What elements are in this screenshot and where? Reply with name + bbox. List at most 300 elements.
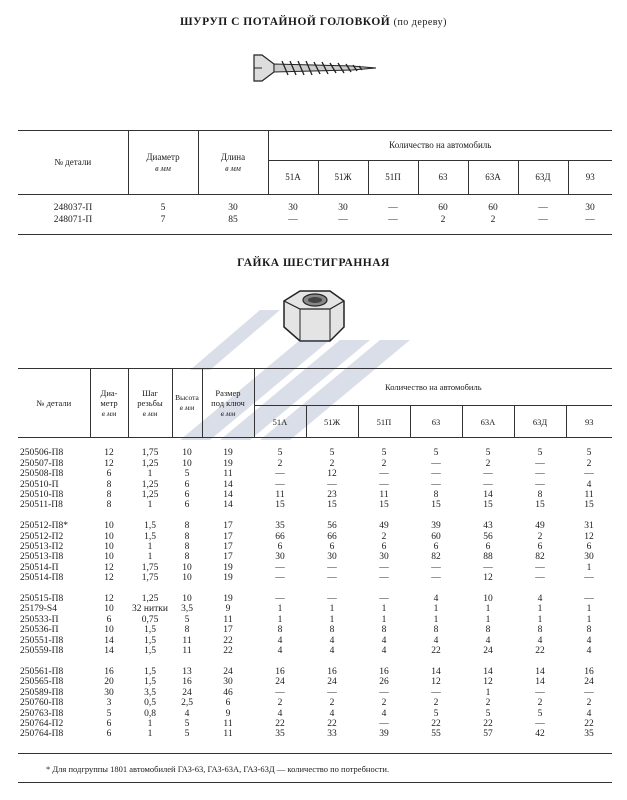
cell: 12 [327, 469, 337, 480]
countersunk-screw-icon [252, 52, 382, 84]
cell: 2 [277, 698, 283, 709]
cell: 57 [483, 729, 493, 740]
header-height: Высота в мм [172, 369, 202, 438]
cell: 6 [184, 490, 190, 501]
cell: — [431, 469, 441, 480]
cell: — [327, 594, 337, 605]
cell: 17 [223, 531, 233, 542]
cell: — [535, 562, 545, 573]
cell: 66 [275, 531, 285, 542]
cell: 10 [104, 604, 114, 615]
cell: — [538, 203, 548, 213]
cell: 12 [104, 458, 114, 469]
cell: 15 [535, 500, 545, 511]
cell: — [584, 573, 594, 584]
header-model-1: 51Ж [306, 406, 358, 438]
cell: 11 [223, 718, 233, 729]
table-row [18, 636, 612, 646]
cell: — [535, 687, 545, 698]
cell: — [388, 203, 398, 213]
cell: — [431, 458, 441, 469]
cell: 6 [485, 542, 491, 553]
cell: 30 [223, 677, 233, 688]
cell: 12 [104, 448, 114, 459]
header-model-2: 51П [368, 161, 418, 195]
table-row [18, 459, 612, 469]
cell: 5 [329, 448, 335, 459]
cell: 1 [277, 614, 283, 625]
cell: 14 [535, 666, 545, 677]
cell: 10 [104, 542, 114, 553]
hex-nut-icon [278, 287, 350, 347]
cell: 1 [433, 604, 439, 615]
cell: — [483, 562, 493, 573]
cell: 22 [223, 646, 233, 657]
cell: 17 [223, 625, 233, 636]
cell: 2 [329, 698, 335, 709]
table-row [18, 469, 612, 479]
cell: 16 [104, 666, 114, 677]
cell: 4 [184, 708, 190, 719]
cell: 1,5 [144, 521, 156, 532]
cell: 24 [584, 677, 594, 688]
cell: 22 [584, 718, 594, 729]
cell: — [538, 215, 548, 225]
header-diameter: Диа- метр в мм [90, 369, 128, 438]
part-number: 250565-П8 [20, 677, 64, 688]
cell: 1 [147, 718, 153, 729]
cell: 5 [586, 448, 592, 459]
cell: 6 [433, 542, 439, 553]
cell: 35 [275, 521, 285, 532]
part-number: 250533-П [20, 614, 59, 625]
part-number: 250513-П8 [20, 552, 64, 563]
cell: 4 [537, 594, 543, 605]
part-number: 250514-П [20, 562, 59, 573]
cell: 1 [329, 604, 335, 615]
cell: 1 [586, 614, 592, 625]
cell: 14 [483, 666, 493, 677]
table-row [18, 521, 612, 531]
cell: 9 [225, 604, 231, 615]
table-row [18, 719, 612, 729]
cell: 17 [223, 552, 233, 563]
cell: 30 [275, 552, 285, 563]
table-row [18, 604, 612, 614]
cell: 8 [106, 490, 112, 501]
cell: 12 [584, 531, 594, 542]
cell: 1 [537, 614, 543, 625]
cell: 11 [584, 490, 594, 501]
cell: — [379, 573, 389, 584]
cell: 4 [277, 708, 283, 719]
cell: 2 [440, 215, 446, 225]
cell: 3,5 [144, 687, 156, 698]
cell: 5 [433, 708, 439, 719]
cell: 6 [184, 479, 190, 490]
cell: — [379, 469, 389, 480]
cell: 6 [381, 542, 387, 553]
table-row [18, 615, 612, 625]
cell: 1 [586, 604, 592, 615]
cell: 82 [535, 552, 545, 563]
cell: 33 [327, 729, 337, 740]
table-row [18, 709, 612, 719]
cell: 20 [104, 677, 114, 688]
cell: 46 [223, 687, 233, 698]
cell: 35 [584, 729, 594, 740]
cell: 4 [381, 635, 387, 646]
cell: 4 [277, 635, 283, 646]
cell: 42 [535, 729, 545, 740]
cell: 32 нитки [132, 604, 168, 615]
cell: 5 [537, 448, 543, 459]
cell: 2 [381, 531, 387, 542]
cell: 22 [431, 718, 441, 729]
cell: 10 [104, 521, 114, 532]
part-number: 250513-П2 [20, 542, 64, 553]
table-row [18, 677, 612, 687]
table-row [18, 667, 612, 677]
cell: 2,5 [181, 698, 193, 709]
cell: — [431, 562, 441, 573]
cell: — [431, 479, 441, 490]
cell: 2 [537, 531, 543, 542]
part-number: 250508-П8 [20, 469, 64, 480]
header-model-1: 51Ж [318, 161, 368, 195]
cell: 5 [184, 469, 190, 480]
cell: 5 [184, 614, 190, 625]
cell: 24 [275, 677, 285, 688]
cell: 2 [485, 458, 491, 469]
cell: 8 [537, 625, 543, 636]
header-model-5: 63Д [518, 161, 568, 195]
cell: 1,5 [144, 531, 156, 542]
part-number: 250764-П2 [20, 718, 64, 729]
cell: 11 [379, 490, 389, 501]
cell: 49 [535, 521, 545, 532]
cell: 31 [584, 521, 594, 532]
cell: 82 [431, 552, 441, 563]
cell: 8 [329, 625, 335, 636]
part-number: 250589-П8 [20, 687, 64, 698]
cell: — [327, 573, 337, 584]
cell: 6 [537, 542, 543, 553]
cell: 1,5 [144, 625, 156, 636]
cell: 10 [182, 594, 192, 605]
cell: 6 [329, 542, 335, 553]
cell: 5 [537, 708, 543, 719]
cell: 10 [104, 552, 114, 563]
header-model-4: 63А [462, 406, 514, 438]
part-number: 250561-П8 [20, 666, 64, 677]
header-wrench-size: Размер под ключ в мм [202, 369, 254, 438]
cell: 19 [223, 594, 233, 605]
cell: — [584, 594, 594, 605]
cell: — [535, 458, 545, 469]
cell: 1 [485, 604, 491, 615]
cell: 56 [483, 531, 493, 542]
cell: 19 [223, 458, 233, 469]
cell: — [431, 687, 441, 698]
cell: — [388, 215, 398, 225]
cell: 24 [327, 677, 337, 688]
header-part-no: № детали [18, 369, 90, 438]
cell: 1 [586, 562, 592, 573]
cell: 1 [147, 542, 153, 553]
cell: 8 [106, 500, 112, 511]
cell: 4 [586, 708, 592, 719]
cell: 30 [584, 552, 594, 563]
cell: 4 [485, 635, 491, 646]
cell: 8 [184, 625, 190, 636]
cell: 66 [327, 531, 337, 542]
cell: 85 [228, 215, 238, 225]
cell: — [483, 469, 493, 480]
cell: 15 [483, 500, 493, 511]
cell: 10 [182, 458, 192, 469]
cell: 1 [147, 469, 153, 480]
cell: 10 [182, 448, 192, 459]
cell: 4 [329, 635, 335, 646]
cell: 11 [223, 614, 233, 625]
cell: 7 [160, 215, 166, 225]
cell: 6 [106, 469, 112, 480]
cell: 35 [275, 729, 285, 740]
screw-table [18, 130, 612, 235]
table-row [18, 500, 612, 510]
cell: 16 [584, 666, 594, 677]
cell: 60 [488, 203, 498, 213]
cell: 30 [379, 552, 389, 563]
table-row [18, 688, 612, 698]
cell: 2 [537, 698, 543, 709]
cell: 8 [381, 625, 387, 636]
section2-title: ГАЙКА ШЕСТИГРАННАЯ [237, 257, 390, 269]
header-model-2: 51П [358, 406, 410, 438]
cell: — [275, 469, 285, 480]
cell: 8 [433, 490, 439, 501]
cell: 9 [225, 708, 231, 719]
cell: 6 [106, 729, 112, 740]
cell: — [431, 573, 441, 584]
cell: 15 [275, 500, 285, 511]
table-row [18, 563, 612, 573]
header-model-6: 93 [566, 406, 612, 438]
cell: 1 [381, 604, 387, 615]
cell: 1,25 [141, 479, 159, 490]
cell: 12 [431, 677, 441, 688]
part-number: 250763-П8 [20, 708, 64, 719]
cell: — [275, 562, 285, 573]
cell: 10 [104, 625, 114, 636]
cell: 3 [106, 698, 112, 709]
cell: 2 [433, 698, 439, 709]
cell: 2 [490, 215, 496, 225]
cell: 22 [535, 646, 545, 657]
cell: 11 [223, 729, 233, 740]
cell: 8 [277, 625, 283, 636]
cell: 12 [483, 573, 493, 584]
cell: 14 [104, 635, 114, 646]
cell: 60 [438, 203, 448, 213]
cell: 2 [329, 458, 335, 469]
cell: — [275, 594, 285, 605]
cell: 4 [586, 646, 592, 657]
cell: 5 [184, 729, 190, 740]
part-number: 248037-П [53, 203, 93, 213]
cell: 1,75 [141, 562, 159, 573]
cell: 23 [327, 490, 337, 501]
cell: 30 [288, 203, 298, 213]
cell: 1 [277, 604, 283, 615]
cell: 4 [381, 708, 387, 719]
cell: 11 [223, 469, 233, 480]
part-number: 250760-П8 [20, 698, 64, 709]
cell: 55 [431, 729, 441, 740]
cell: 4 [277, 646, 283, 657]
cell: 19 [223, 573, 233, 584]
cell: — [535, 573, 545, 584]
cell: — [584, 687, 594, 698]
footnote: * Для подгруппы 1801 автомобилей ГАЗ-63, ГАЗ-63А, ГАЗ-63Д — количество по потребности. [18, 753, 612, 783]
table-row [18, 625, 612, 635]
cell: 30 [104, 687, 114, 698]
cell: — [275, 687, 285, 698]
cell: 30 [338, 203, 348, 213]
cell: 22 [431, 646, 441, 657]
cell: — [379, 687, 389, 698]
cell: 60 [431, 531, 441, 542]
cell: 56 [327, 521, 337, 532]
cell: 1,5 [144, 666, 156, 677]
cell: 8 [184, 552, 190, 563]
table-row [18, 552, 612, 562]
part-number: 250510-П8 [20, 490, 64, 501]
cell: 8 [537, 490, 543, 501]
table-row [18, 573, 612, 583]
cell: 17 [223, 521, 233, 532]
part-number: 250512-П2 [20, 531, 64, 542]
cell: — [535, 479, 545, 490]
cell: — [327, 687, 337, 698]
cell: 22 [223, 635, 233, 646]
cell: 2 [381, 698, 387, 709]
cell: 14 [431, 666, 441, 677]
cell: 10 [182, 573, 192, 584]
cell: 0,75 [141, 614, 159, 625]
table-row [18, 490, 612, 500]
cell: 12 [104, 562, 114, 573]
cell: 14 [535, 677, 545, 688]
cell: 5 [381, 448, 387, 459]
cell: 1 [485, 614, 491, 625]
cell: — [379, 479, 389, 490]
cell: 1 [537, 604, 543, 615]
cell: 30 [327, 552, 337, 563]
cell: 19 [223, 448, 233, 459]
cell: 1,5 [144, 677, 156, 688]
header-pitch: Шаг резьбы в мм [128, 369, 172, 438]
cell: 8 [433, 625, 439, 636]
cell: 8 [485, 625, 491, 636]
table-row [18, 532, 612, 542]
header-model-0: 51А [268, 161, 318, 195]
cell: 24 [223, 666, 233, 677]
cell: 1 [147, 729, 153, 740]
header-qty: Количество на автомобиль [268, 131, 612, 161]
header-model-3: 63 [418, 161, 468, 195]
part-number: 250511-П8 [20, 500, 63, 511]
cell: — [584, 469, 594, 480]
cell: 1,75 [141, 573, 159, 584]
header-model-3: 63 [410, 406, 462, 438]
cell: — [379, 718, 389, 729]
cell: 12 [104, 573, 114, 584]
cell: 2 [586, 458, 592, 469]
cell: 1 [329, 614, 335, 625]
cell: — [338, 215, 348, 225]
cell: — [327, 479, 337, 490]
part-number: 248071-П [53, 215, 93, 225]
cell: 43 [483, 521, 493, 532]
cell: — [535, 718, 545, 729]
header-model-4: 63А [468, 161, 518, 195]
cell: 2 [381, 458, 387, 469]
cell: 1,5 [144, 635, 156, 646]
cell: 22 [275, 718, 285, 729]
cell: 12 [483, 677, 493, 688]
header-diameter: Диаметр в мм [128, 131, 198, 195]
cell: 13 [182, 666, 192, 677]
cell: 1 [381, 614, 387, 625]
cell: 5 [184, 718, 190, 729]
cell: 39 [431, 521, 441, 532]
cell: 30 [228, 203, 238, 213]
cell: — [275, 479, 285, 490]
table-row [18, 203, 612, 215]
part-number: 250536-П [20, 625, 59, 636]
cell: 2 [586, 698, 592, 709]
cell: — [379, 594, 389, 605]
cell: 6 [277, 542, 283, 553]
cell: 5 [160, 203, 166, 213]
cell: 10 [182, 562, 192, 573]
cell: 1,75 [141, 448, 159, 459]
cell: 1 [433, 614, 439, 625]
header-model-6: 93 [568, 161, 612, 195]
cell: 26 [379, 677, 389, 688]
cell: 4 [329, 646, 335, 657]
cell: — [535, 469, 545, 480]
table-row [18, 448, 612, 458]
table-row [18, 480, 612, 490]
cell: 10 [104, 531, 114, 542]
part-number: 25179-S4 [20, 604, 57, 615]
cell: 14 [223, 490, 233, 501]
cell: 15 [584, 500, 594, 511]
cell: 24 [182, 687, 192, 698]
cell: 1 [147, 500, 153, 511]
cell: 8 [184, 521, 190, 532]
cell: 5 [433, 448, 439, 459]
table-row [18, 646, 612, 656]
cell: 88 [483, 552, 493, 563]
header-model-5: 63Д [514, 406, 566, 438]
cell: 49 [379, 521, 389, 532]
cell: 30 [585, 203, 595, 213]
cell: 4 [586, 635, 592, 646]
